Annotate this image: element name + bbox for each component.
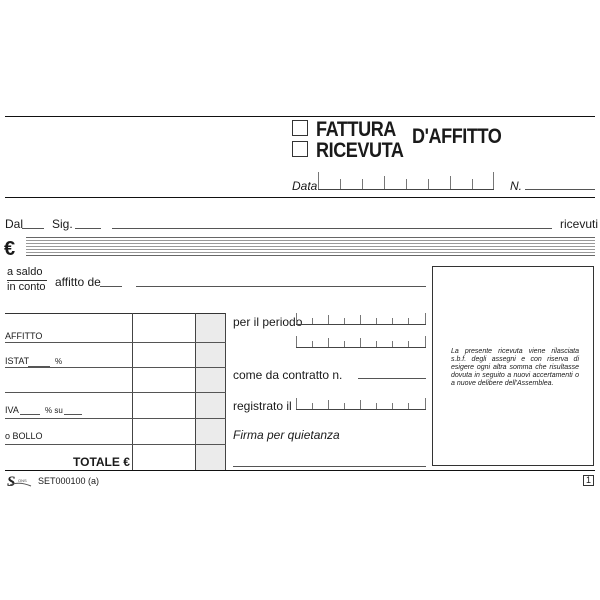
daffitto-title: D'AFFITTO (412, 125, 502, 148)
svg-text:ONS: ONS (18, 478, 27, 483)
ricevuti-label: ricevuti (560, 217, 599, 231)
data-label: Data (292, 179, 318, 193)
iva-percent: % su (45, 406, 63, 415)
iva-label: IVA (5, 405, 19, 415)
iva-field[interactable] (20, 414, 40, 415)
affitto-de-label: affitto de (55, 275, 101, 289)
totale-label: TOTALE € (73, 455, 130, 469)
istat-label: ISTAT (5, 356, 30, 366)
saldo-conto-box (7, 266, 47, 294)
sig-name-field[interactable] (112, 228, 552, 229)
fattura-title: FATTURA (316, 118, 396, 141)
dal-label: Dal (5, 217, 24, 231)
page-number-box (583, 475, 594, 486)
svg-text:S: S (7, 474, 16, 489)
firma-field[interactable] (233, 466, 426, 467)
affitto-de-field[interactable] (100, 286, 122, 287)
periodo-label: per il periodo (233, 315, 303, 329)
ricevuta-checkbox[interactable] (292, 141, 308, 157)
affitto-label: AFFITTO (5, 331, 43, 341)
fattura-checkbox[interactable] (292, 120, 308, 136)
periodo-from-field[interactable] (296, 311, 426, 325)
table-row-line (5, 367, 226, 368)
registrato-label: registrato il (233, 399, 292, 413)
table-row-line (5, 418, 226, 419)
firma-label: Firma per quietanza (233, 428, 340, 442)
table-row-line (5, 444, 226, 445)
data-field[interactable] (318, 170, 494, 190)
table-row-line (5, 392, 226, 393)
registrato-field[interactable] (296, 396, 426, 410)
ricevuta-title: RICEVUTA (316, 139, 404, 162)
amount-in-words-field[interactable] (26, 237, 595, 257)
top-border (5, 116, 595, 117)
sig-field[interactable] (75, 228, 101, 229)
brand-logo (6, 473, 32, 489)
numero-label: N. (510, 179, 522, 193)
contratto-label: come da contratto n. (233, 368, 343, 382)
dal-field[interactable] (22, 228, 44, 229)
bollo-label: o BOLLO (5, 431, 43, 441)
note-text: La presente ricevuta viene rilasciata s.b.f. degli assegni e con riserva di esigere ogni altra somma che risultasse dovuta in seguito a nuovi accertamenti o a nuove delibere dell'Assemblea. (451, 348, 579, 387)
table-row-line (5, 342, 226, 343)
bottom-border (5, 470, 595, 471)
iva-base-field[interactable] (64, 414, 82, 415)
numero-field[interactable] (525, 189, 595, 190)
affitto-de-detail-field[interactable] (136, 286, 426, 287)
note-box (432, 266, 594, 466)
istat-percent: % (55, 357, 63, 366)
conto-label: in conto (7, 281, 46, 293)
saldo-label: a saldo (7, 266, 43, 278)
periodo-to-field[interactable] (296, 334, 426, 348)
contratto-field[interactable] (358, 378, 426, 379)
header-separator (5, 197, 595, 198)
product-code: SET000100 (a) (38, 476, 100, 486)
euro-symbol: € (4, 238, 16, 260)
sig-label: Sig. (52, 217, 73, 231)
page-number: 1 (586, 475, 592, 485)
table-top (5, 313, 226, 314)
